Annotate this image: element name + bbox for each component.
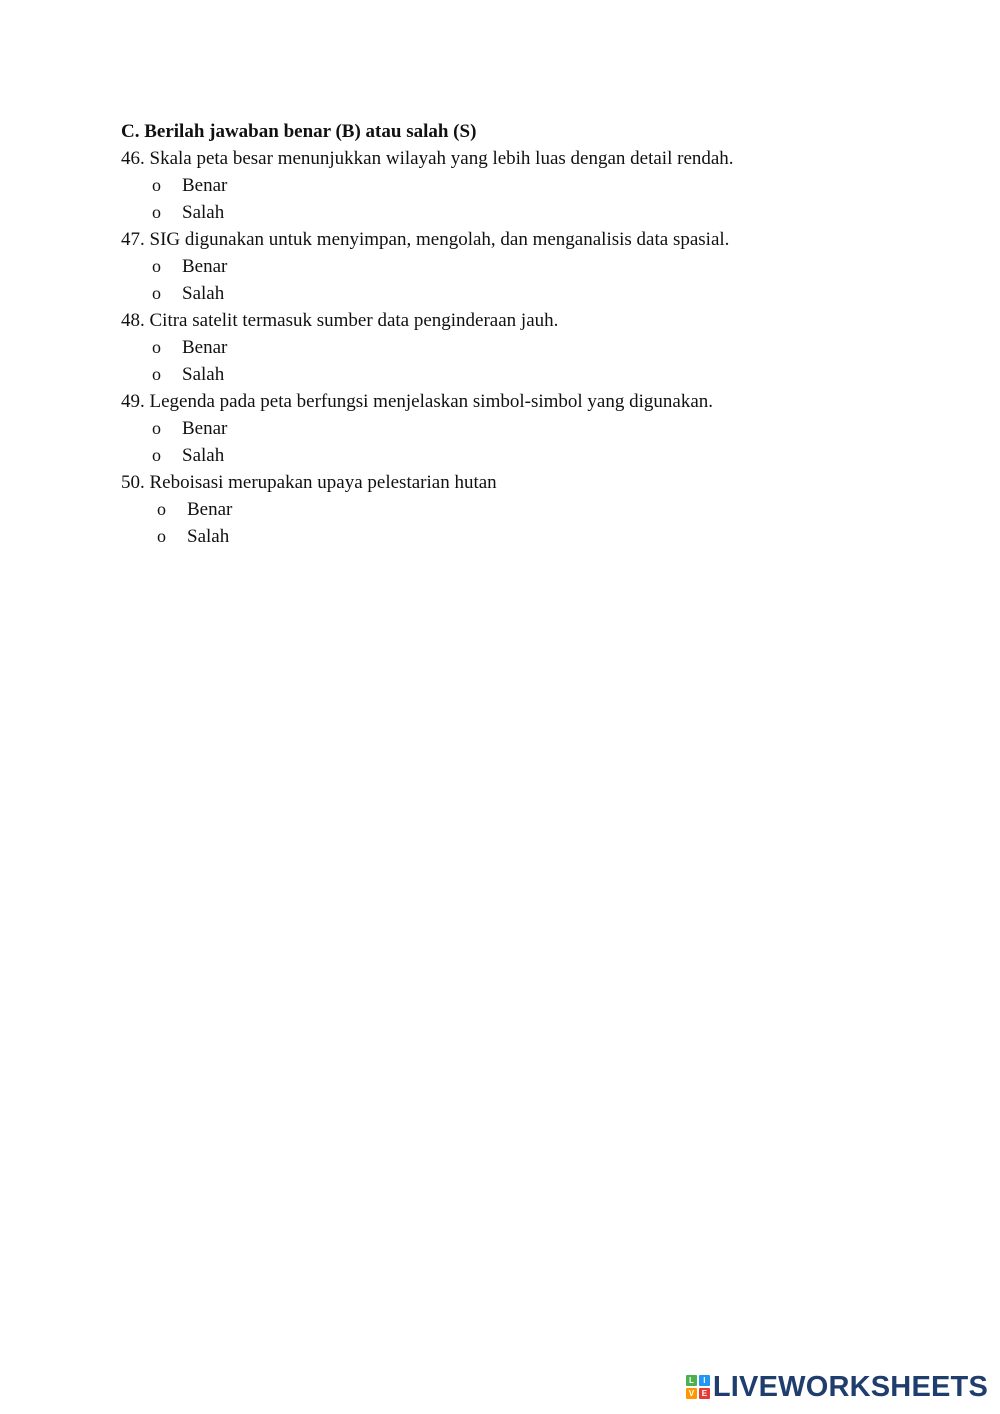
option-label: Benar bbox=[182, 256, 228, 277]
logo-letter-v: V bbox=[686, 1388, 697, 1399]
question-text: 46. Skala peta besar menunjukkan wilayah yang lebih luas dengan detail rendah. bbox=[121, 148, 734, 169]
brand-name: LIVEWORKSHEETS bbox=[712, 1370, 988, 1403]
question-text: 48. Citra satelit termasuk sumber data penginderaan jauh. bbox=[121, 310, 559, 331]
logo-letter-l: L bbox=[686, 1375, 697, 1386]
option-salah[interactable] bbox=[121, 442, 941, 469]
radio-icon[interactable]: o bbox=[152, 256, 161, 276]
option-label: Salah bbox=[182, 202, 225, 223]
option-benar[interactable] bbox=[121, 496, 941, 523]
radio-icon[interactable]: o bbox=[157, 526, 166, 546]
option-label: Benar bbox=[187, 499, 233, 520]
radio-icon[interactable]: o bbox=[152, 283, 161, 303]
live-logo-icon bbox=[686, 1375, 710, 1399]
question-46 bbox=[121, 145, 941, 226]
option-label: Benar bbox=[182, 418, 228, 439]
liveworksheets-brand bbox=[686, 1370, 988, 1404]
question-text: 49. Legenda pada peta berfungsi menjelaskan simbol-simbol yang digunakan. bbox=[121, 391, 714, 412]
worksheet-content bbox=[121, 118, 941, 550]
option-salah[interactable] bbox=[121, 199, 941, 226]
radio-icon[interactable]: o bbox=[152, 418, 161, 438]
radio-icon[interactable]: o bbox=[152, 202, 161, 222]
logo-letter-e: E bbox=[699, 1388, 710, 1399]
option-salah[interactable] bbox=[121, 361, 941, 388]
option-salah[interactable] bbox=[121, 280, 941, 307]
radio-icon[interactable]: o bbox=[152, 337, 161, 357]
radio-icon[interactable]: o bbox=[152, 364, 161, 384]
option-label: Salah bbox=[182, 283, 225, 304]
option-label: Salah bbox=[187, 526, 230, 547]
section-title: C. Berilah jawaban benar (B) atau salah (S) bbox=[121, 121, 477, 142]
option-salah[interactable] bbox=[121, 523, 941, 550]
question-48 bbox=[121, 307, 941, 388]
option-label: Salah bbox=[182, 445, 225, 466]
question-text: 50. Reboisasi merupakan upaya pelestarian hutan bbox=[121, 472, 497, 493]
radio-icon[interactable]: o bbox=[157, 499, 166, 519]
question-50 bbox=[121, 469, 941, 550]
option-benar[interactable] bbox=[121, 334, 941, 361]
question-text: 47. SIG digunakan untuk menyimpan, mengolah, dan menganalisis data spasial. bbox=[121, 229, 730, 250]
option-label: Benar bbox=[182, 175, 228, 196]
radio-icon[interactable]: o bbox=[152, 445, 161, 465]
question-49 bbox=[121, 388, 941, 469]
option-benar[interactable] bbox=[121, 172, 941, 199]
option-label: Salah bbox=[182, 364, 225, 385]
option-benar[interactable] bbox=[121, 415, 941, 442]
option-label: Benar bbox=[182, 337, 228, 358]
radio-icon[interactable]: o bbox=[152, 175, 161, 195]
logo-letter-i: I bbox=[699, 1375, 710, 1386]
option-benar[interactable] bbox=[121, 253, 941, 280]
question-47 bbox=[121, 226, 941, 307]
